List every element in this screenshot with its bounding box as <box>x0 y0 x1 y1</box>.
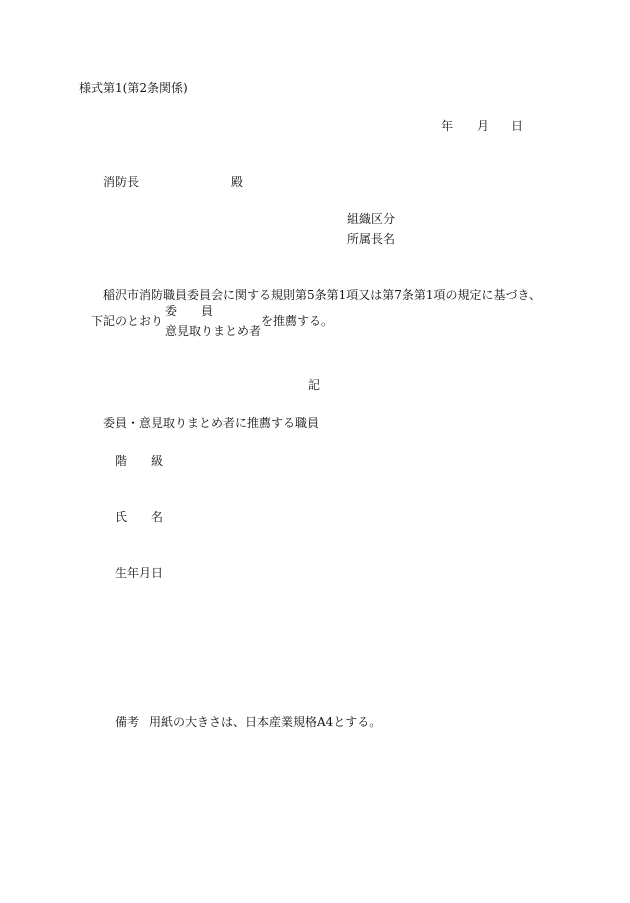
field-name-label: 氏 名 <box>115 510 164 524</box>
note-label: 備考 <box>115 715 140 729</box>
addressee-honorific: 殿 <box>231 175 244 189</box>
recommendation-type-choice <box>165 305 261 337</box>
field-rank-label: 階 級 <box>115 454 164 468</box>
option-coordinator: 意見取りまとめ者 <box>165 324 262 338</box>
organization-section-label: 組織区分 <box>347 212 396 226</box>
addressee-title: 消防長 <box>103 175 140 189</box>
note-text: 用紙の大きさは、日本産業規格A4とする。 <box>149 715 382 729</box>
option-member: 委 員 <box>165 304 214 318</box>
body-line-2-suffix: を推薦する。 <box>261 314 334 328</box>
field-birth-date-label: 生年月日 <box>115 566 164 580</box>
form-number: 様式第1(第2条関係) <box>79 81 188 95</box>
date-month-label: 月 <box>477 119 490 133</box>
date-day-label: 日 <box>511 119 524 133</box>
record-heading: 記 <box>308 378 321 392</box>
date-year-label: 年 <box>441 119 454 133</box>
section-title: 委員・意見取りまとめ者に推薦する職員 <box>103 416 320 430</box>
chief-name-label: 所属長名 <box>347 232 396 246</box>
body-line-2-prefix: 下記のとおり <box>91 314 164 328</box>
body-line-1: 稲沢市消防職員委員会に関する規則第5条第1項又は第7条第1項の規定に基づき、 <box>103 288 542 302</box>
